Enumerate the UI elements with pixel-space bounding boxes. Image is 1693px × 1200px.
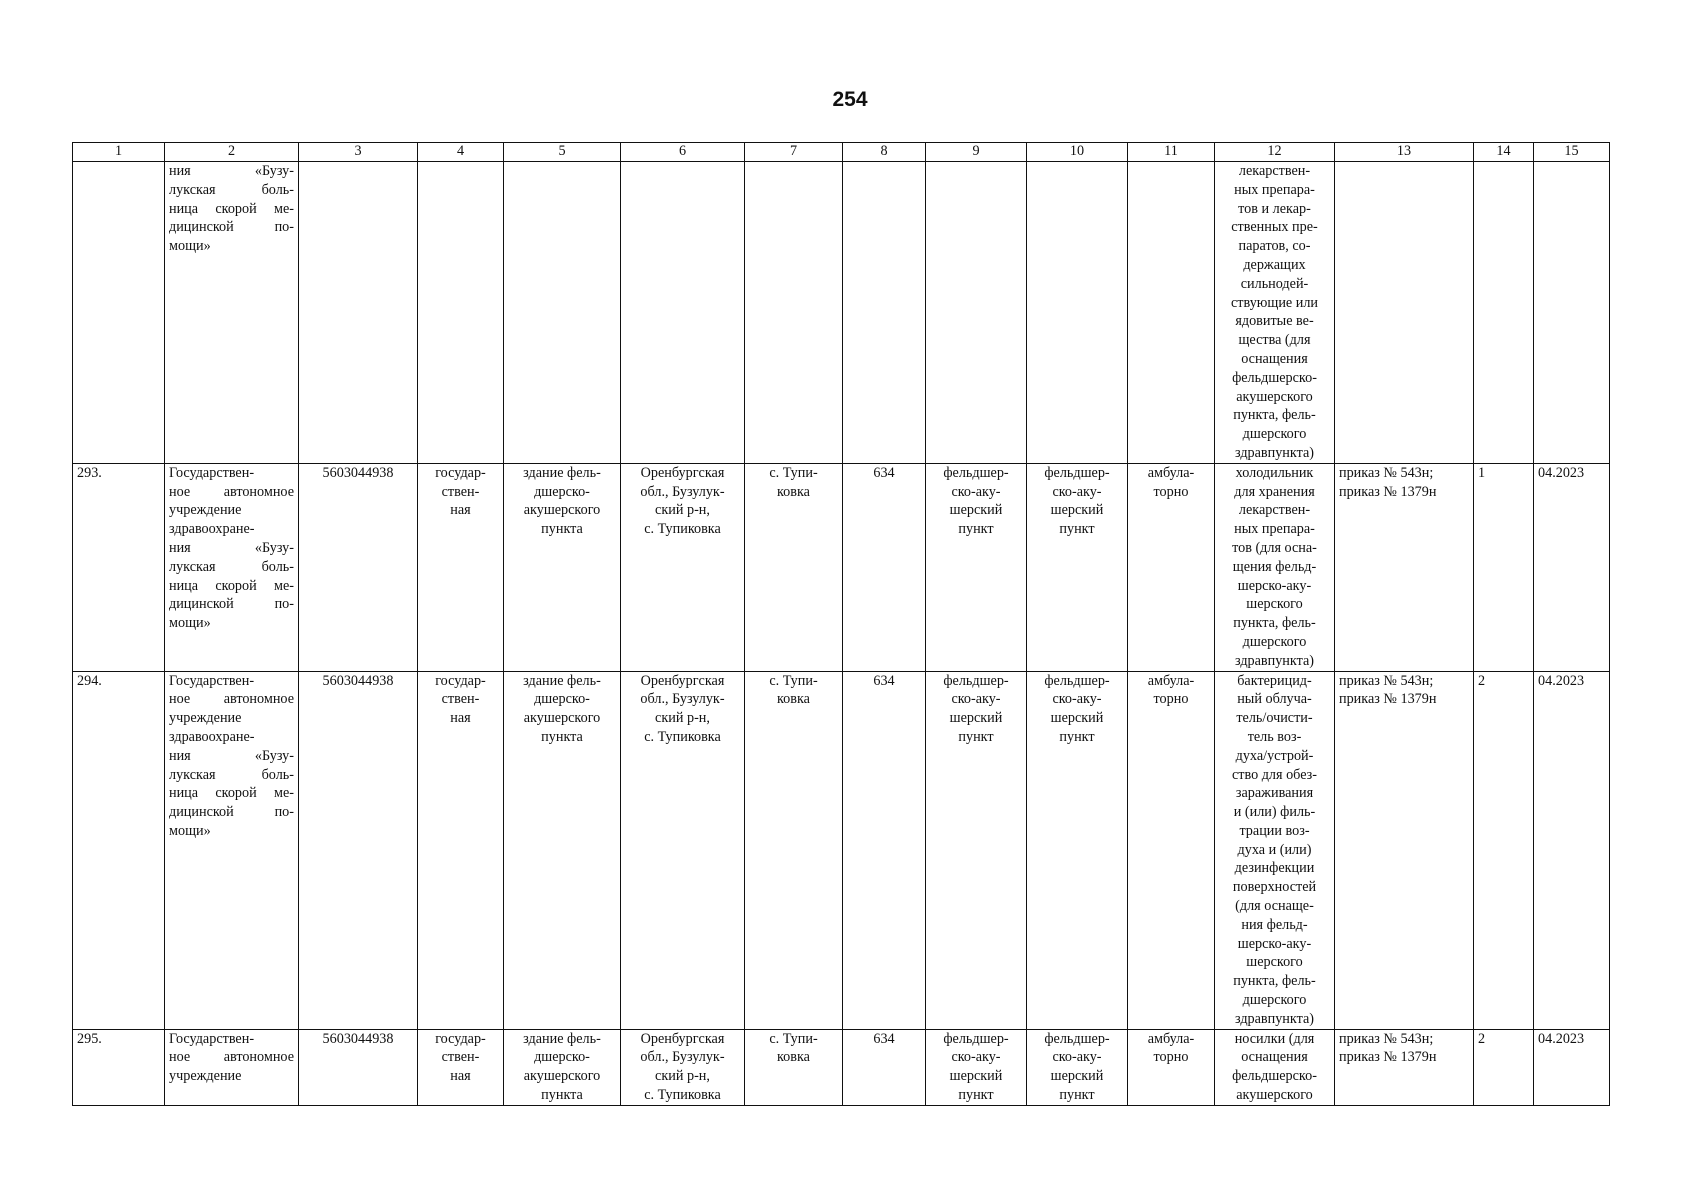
cell-line: ствующие или — [1230, 294, 1319, 311]
cell-line: тель воз- — [1247, 728, 1302, 745]
cell-line: оснащения — [1241, 350, 1308, 367]
cell-line: тов и лекар- — [1238, 200, 1311, 217]
cell-ownership — [418, 162, 504, 464]
cell-line: ский р-н, — [655, 502, 710, 519]
cell-line: держащих — [1243, 256, 1306, 273]
cell-line: фельдшерско- — [1232, 1068, 1317, 1085]
cell-line: акушерского — [523, 502, 601, 519]
cell-inn — [299, 162, 418, 464]
cell-line: пункт — [958, 728, 994, 745]
cell-line: холодильник — [1235, 464, 1314, 481]
cell-line: ная — [450, 1068, 471, 1085]
cell-quantity: 1 — [1474, 463, 1534, 671]
cell-line: лекарствен- — [1238, 163, 1311, 179]
cell-line: шерско-аку- — [1237, 577, 1312, 594]
cell-line: ствен- — [441, 691, 480, 708]
cell-line: обл., Бузулук- — [640, 691, 725, 708]
cell-line: торно — [1153, 691, 1189, 708]
cell-line: амбула- — [1147, 672, 1195, 689]
cell-number: 294. — [73, 671, 165, 1029]
cell-line: здравпункта) — [1234, 444, 1315, 461]
cell-line: щества (для — [1238, 332, 1311, 349]
cell-line: шерского — [1246, 954, 1303, 971]
cell-line: пункта — [541, 728, 583, 745]
cell-code: 634 — [843, 1029, 926, 1105]
cell-line: акушерского — [523, 1068, 601, 1085]
cell-care-mode — [1128, 1029, 1215, 1105]
cell-line: ная — [450, 710, 471, 727]
cell-line: лекарствен- — [1238, 502, 1311, 519]
cell-line: дицинской по- — [169, 804, 294, 821]
cell-locality — [745, 463, 843, 671]
cell-line: ско-аку- — [1052, 691, 1102, 708]
cell-number: 295. — [73, 1029, 165, 1105]
cell-line: Государствен- — [169, 672, 255, 689]
cell-line: ное автономное — [169, 483, 294, 500]
table-body — [73, 162, 1610, 1106]
cell-building — [504, 463, 621, 671]
cell-quantity: 2 — [1474, 671, 1534, 1029]
cell-line: амбула- — [1147, 464, 1195, 481]
cell-line: шерский — [1050, 502, 1104, 519]
cell-organization — [165, 1029, 299, 1105]
cell-address — [621, 463, 745, 671]
cell-line: дшерско- — [534, 691, 590, 708]
cell-line: пункта, фель- — [1233, 407, 1316, 424]
cell-facility-subtype — [1027, 162, 1128, 464]
cell-line: ное автономное — [169, 1049, 294, 1066]
cell-line: оснащения — [1241, 1049, 1308, 1066]
cell-number — [73, 162, 165, 464]
cell-line: дшерского — [1242, 633, 1307, 650]
column-header-1: 1 — [73, 143, 165, 162]
cell-orders — [1335, 671, 1474, 1029]
cell-line: фельдшерско- — [1232, 369, 1317, 386]
cell-ownership — [418, 671, 504, 1029]
cell-line: Государствен- — [169, 464, 255, 481]
cell-date: 04.2023 — [1534, 463, 1610, 671]
cell-locality — [745, 671, 843, 1029]
cell-line: ная — [450, 502, 471, 519]
column-header-10: 10 — [1027, 143, 1128, 162]
cell-line: торно — [1153, 483, 1189, 500]
cell-line: ния «Бузу- — [169, 539, 294, 556]
cell-line: акушерского — [1236, 1087, 1313, 1104]
cell-line: обл., Бузулук- — [640, 1049, 725, 1066]
cell-line: учреждение — [169, 1068, 242, 1085]
cell-line: дшерско- — [534, 1049, 590, 1066]
cell-line: духа и (или) — [1237, 841, 1312, 858]
cell-line: государ- — [435, 1030, 486, 1047]
cell-line: дицинской по- — [169, 596, 294, 613]
cell-line: тов (для осна- — [1232, 539, 1317, 556]
cell-line: сильнодей- — [1240, 275, 1309, 292]
cell-care-mode — [1128, 463, 1215, 671]
cell-building — [504, 1029, 621, 1105]
cell-line: зараживания — [1235, 785, 1314, 802]
registry-table — [72, 142, 1610, 1106]
column-header-row — [73, 143, 1610, 162]
cell-equipment — [1215, 1029, 1335, 1105]
cell-line: здравоохране- — [169, 728, 255, 745]
cell-address — [621, 1029, 745, 1105]
column-header-12: 12 — [1215, 143, 1335, 162]
cell-facility-subtype — [1027, 671, 1128, 1029]
cell-line: лукская боль- — [169, 766, 294, 783]
cell-line: ния «Бузу- — [169, 747, 294, 764]
cell-line: приказ № 543н; — [1339, 1030, 1434, 1047]
cell-line: ния фельд- — [1241, 916, 1308, 933]
cell-ownership — [418, 1029, 504, 1105]
cell-line: духа/устрой- — [1235, 747, 1314, 764]
cell-line: пункта — [541, 1087, 583, 1104]
cell-line: пункт — [958, 1087, 994, 1104]
cell-line: здание фель- — [523, 1030, 601, 1047]
cell-line: шерский — [1050, 710, 1104, 727]
column-header-13: 13 — [1335, 143, 1474, 162]
cell-line: пункт — [1059, 521, 1095, 538]
cell-facility-type — [926, 1029, 1027, 1105]
cell-number: 293. — [73, 463, 165, 671]
cell-line: Государствен- — [169, 1030, 255, 1047]
cell-organization — [165, 671, 299, 1029]
column-header-4: 4 — [418, 143, 504, 162]
cell-locality — [745, 162, 843, 464]
cell-line: Оренбургская — [640, 1030, 725, 1047]
cell-orders — [1335, 1029, 1474, 1105]
cell-line: для хранения — [1234, 483, 1315, 500]
cell-orders — [1335, 463, 1474, 671]
cell-facility-type — [926, 671, 1027, 1029]
table-row — [73, 1029, 1610, 1105]
cell-line: с. Тупиковка — [644, 521, 721, 538]
cell-line: фельдшер- — [1044, 672, 1110, 689]
cell-line: с. Тупи- — [769, 464, 818, 481]
cell-line: пункта — [541, 521, 583, 538]
cell-line: учреждение — [169, 710, 242, 727]
column-header-9: 9 — [926, 143, 1027, 162]
cell-line: фельдшер- — [943, 1030, 1009, 1047]
cell-line: и (или) филь- — [1233, 804, 1316, 821]
cell-line: приказ № 543н; — [1339, 464, 1434, 481]
cell-line: здравпункта) — [1234, 1010, 1315, 1027]
cell-code: 634 — [843, 671, 926, 1029]
cell-address — [621, 671, 745, 1029]
cell-line: учреждение — [169, 502, 242, 519]
cell-care-mode — [1128, 162, 1215, 464]
cell-line: с. Тупи- — [769, 1030, 818, 1047]
cell-line: ско-аку- — [951, 1049, 1001, 1066]
cell-line: ско-аку- — [1052, 1049, 1102, 1066]
cell-line: здание фель- — [523, 672, 601, 689]
cell-inn: 5603044938 — [299, 463, 418, 671]
cell-organization — [165, 162, 299, 464]
cell-facility-subtype — [1027, 463, 1128, 671]
cell-line: с. Тупиковка — [644, 1087, 721, 1104]
cell-date — [1534, 162, 1610, 464]
cell-line: ствен- — [441, 483, 480, 500]
cell-line: здравоохране- — [169, 521, 255, 538]
cell-line: ственных пре- — [1231, 219, 1318, 236]
cell-quantity: 2 — [1474, 1029, 1534, 1105]
cell-line: с. Тупи- — [769, 672, 818, 689]
cell-line: акушерского — [1236, 388, 1313, 405]
cell-line: пункта, фель- — [1233, 615, 1316, 632]
cell-line: ско-аку- — [951, 691, 1001, 708]
cell-line: здравпункта) — [1234, 652, 1315, 669]
cell-line: государ- — [435, 672, 486, 689]
cell-organization — [165, 463, 299, 671]
cell-line: мощи» — [169, 615, 211, 632]
cell-line: шерский — [949, 1068, 1003, 1085]
cell-line: с. Тупиковка — [644, 728, 721, 745]
cell-line: носилки (для — [1234, 1030, 1315, 1047]
cell-line: ский р-н, — [655, 1068, 710, 1085]
cell-building — [504, 671, 621, 1029]
cell-inn: 5603044938 — [299, 1029, 418, 1105]
cell-line: приказ № 1379н — [1339, 483, 1437, 500]
cell-line: ство для обез- — [1231, 766, 1318, 783]
cell-line: ный облуча- — [1237, 691, 1312, 708]
cell-line: амбула- — [1147, 1030, 1195, 1047]
cell-line: приказ № 1379н — [1339, 691, 1437, 708]
page-number: 254 — [832, 88, 868, 111]
cell-line: дезинфекции — [1234, 860, 1315, 877]
column-header-6: 6 — [621, 143, 745, 162]
cell-line: фельдшер- — [943, 672, 1009, 689]
cell-facility-subtype — [1027, 1029, 1128, 1105]
cell-line: ковка — [777, 691, 810, 708]
cell-line: трации воз- — [1239, 822, 1310, 839]
cell-line: фельдшер- — [943, 464, 1009, 481]
cell-code — [843, 162, 926, 464]
cell-ownership — [418, 463, 504, 671]
column-header-7: 7 — [745, 143, 843, 162]
cell-inn: 5603044938 — [299, 671, 418, 1029]
cell-line: щения фельд- — [1232, 558, 1317, 575]
cell-equipment — [1215, 162, 1335, 464]
cell-line: лукская боль- — [169, 181, 294, 198]
cell-line: государ- — [435, 464, 486, 481]
cell-line: ско-аку- — [951, 483, 1001, 500]
cell-line: бактерицид- — [1237, 672, 1312, 689]
cell-line: ния «Бузу- — [169, 163, 294, 179]
cell-line: мощи» — [169, 822, 211, 839]
cell-line: здание фель- — [523, 464, 601, 481]
cell-line: пункт — [1059, 728, 1095, 745]
column-header-14: 14 — [1474, 143, 1534, 162]
cell-line: ствен- — [441, 1049, 480, 1066]
cell-orders — [1335, 162, 1474, 464]
cell-line: обл., Бузулук- — [640, 483, 725, 500]
cell-line: ядовитые ве- — [1235, 313, 1314, 330]
cell-line: шерский — [949, 502, 1003, 519]
cell-line: торно — [1153, 1049, 1189, 1066]
cell-line: ковка — [777, 483, 810, 500]
cell-line: приказ № 543н; — [1339, 672, 1434, 689]
cell-line: мощи» — [169, 238, 211, 255]
cell-line: ное автономное — [169, 691, 294, 708]
cell-line: ных препара- — [1234, 521, 1315, 538]
cell-line: пункт — [958, 521, 994, 538]
cell-line: (для оснаще- — [1235, 898, 1314, 915]
cell-line: тель/очисти- — [1236, 710, 1313, 727]
cell-equipment — [1215, 463, 1335, 671]
cell-line: дшерского — [1242, 426, 1307, 443]
cell-locality — [745, 1029, 843, 1105]
cell-line: дицинской по- — [169, 219, 294, 236]
cell-address — [621, 162, 745, 464]
cell-line: ница скорой ме- — [169, 200, 294, 217]
cell-line: дшерского — [1242, 992, 1307, 1009]
table-row — [73, 162, 1610, 464]
table-row — [73, 463, 1610, 671]
cell-line: лукская боль- — [169, 558, 294, 575]
column-header-15: 15 — [1534, 143, 1610, 162]
cell-line: приказ № 1379н — [1339, 1049, 1437, 1066]
cell-quantity — [1474, 162, 1534, 464]
cell-line: фельдшер- — [1044, 1030, 1110, 1047]
cell-facility-type — [926, 463, 1027, 671]
cell-building — [504, 162, 621, 464]
cell-line: пункта, фель- — [1233, 973, 1316, 990]
cell-code: 634 — [843, 463, 926, 671]
cell-line: паратов, со- — [1238, 238, 1311, 255]
cell-date: 04.2023 — [1534, 1029, 1610, 1105]
cell-line: Оренбургская — [640, 672, 725, 689]
cell-line: шерского — [1246, 596, 1303, 613]
cell-line: фельдшер- — [1044, 464, 1110, 481]
cell-line: ско-аку- — [1052, 483, 1102, 500]
table-row — [73, 671, 1610, 1029]
cell-line: ных препара- — [1234, 181, 1315, 198]
cell-line: ский р-н, — [655, 710, 710, 727]
column-header-3: 3 — [299, 143, 418, 162]
cell-line: пункт — [1059, 1087, 1095, 1104]
column-header-11: 11 — [1128, 143, 1215, 162]
cell-line: дшерско- — [534, 483, 590, 500]
cell-line: акушерского — [523, 710, 601, 727]
column-header-8: 8 — [843, 143, 926, 162]
cell-facility-type — [926, 162, 1027, 464]
cell-line: шерский — [1050, 1068, 1104, 1085]
cell-line: шерско-аку- — [1237, 935, 1312, 952]
column-header-5: 5 — [504, 143, 621, 162]
cell-care-mode — [1128, 671, 1215, 1029]
cell-line: поверхностей — [1232, 879, 1317, 896]
cell-equipment — [1215, 671, 1335, 1029]
cell-line: ница скорой ме- — [169, 577, 294, 594]
cell-line: ница скорой ме- — [169, 785, 294, 802]
cell-date: 04.2023 — [1534, 671, 1610, 1029]
cell-line: ковка — [777, 1049, 810, 1066]
column-header-2: 2 — [165, 143, 299, 162]
cell-line: шерский — [949, 710, 1003, 727]
cell-line: Оренбургская — [640, 464, 725, 481]
